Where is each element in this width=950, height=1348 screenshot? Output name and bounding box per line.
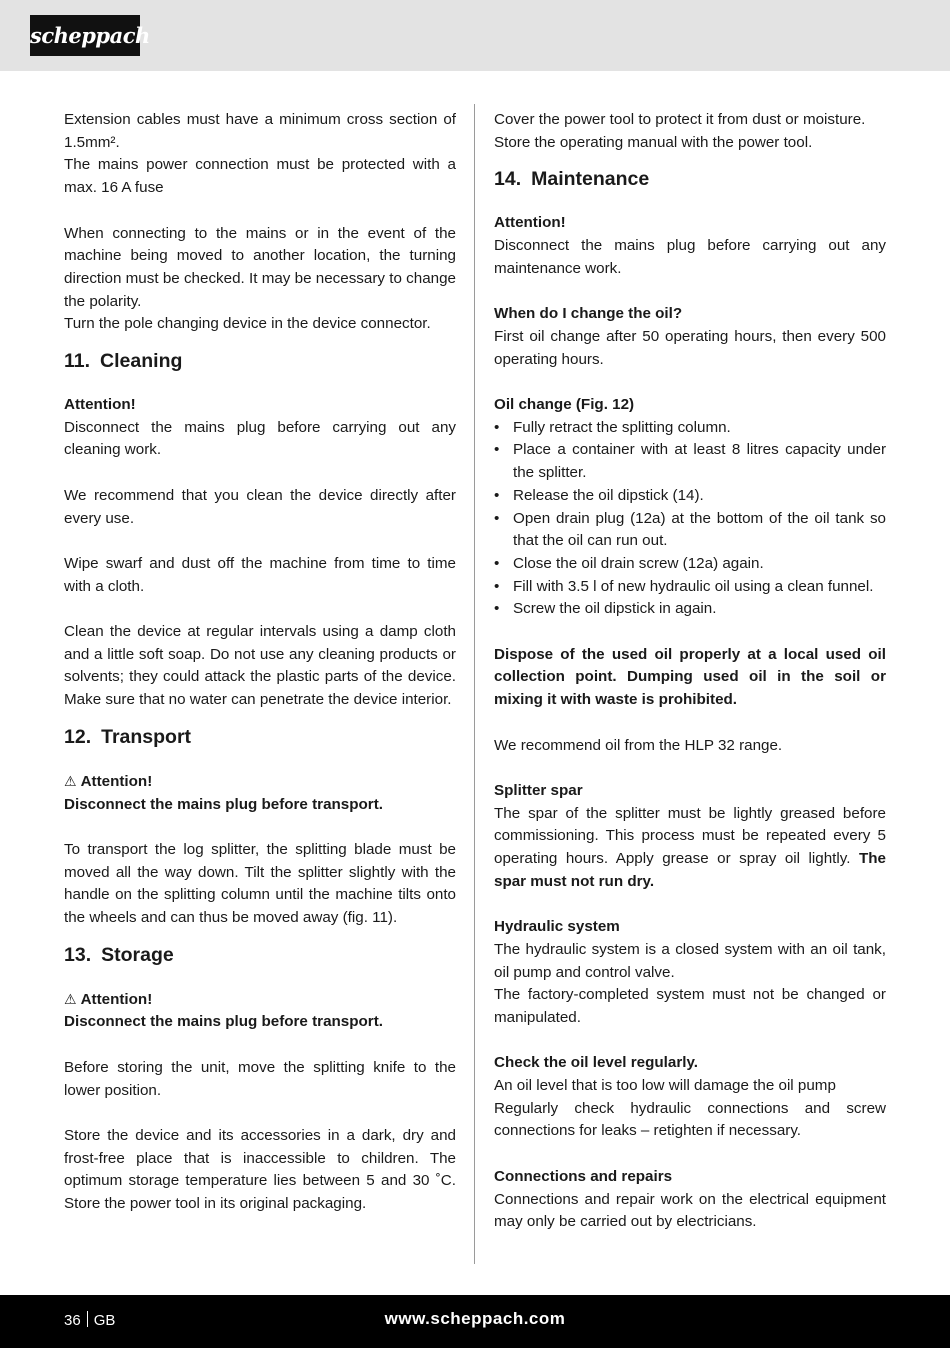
paragraph: An oil level that is too low will damage the oil pump [494, 1077, 836, 1095]
paragraph: We recommend that you clean the device directly after every use. [64, 486, 456, 527]
paragraph: The mains power connection must be protected with a max. 16 A fuse [64, 156, 456, 197]
list-item: • Screw the oil dipstick in again. [494, 600, 717, 618]
left-column [64, 109, 456, 1216]
subheading: Oil change (Fig. 12) [494, 396, 635, 413]
right-column [494, 109, 886, 1234]
column-divider [474, 104, 475, 1264]
paragraph: Turn the pole changing device in the device connector. [64, 315, 431, 333]
list-item: • Place a container with at least 8 litres capacity under the splitter. [494, 441, 886, 482]
paragraph: Regularly check hydraulic connections and screw connections for leaks – retighten if necessary. [494, 1099, 886, 1140]
website-link: www.scheppach.com [384, 1309, 566, 1328]
list-item: • Fully retract the splitting column. [494, 418, 731, 436]
paragraph: Store the device and its accessories in a dark, dry and frost-free place that is inaccessible to children. The optimum storage temperature lies between 5 and 30 ˚C. Store the power tool in its original packaging. [64, 1126, 456, 1213]
section-heading-transport: 12. Transport [64, 725, 192, 748]
list-item: • Release the oil dipstick (14). [494, 486, 704, 504]
paragraph: To transport the log splitter, the splitting blade must be moved all the way down. Tilt the splitter slightly with the handle on the splitting column until the machine tilts onto the wheels and can thus be moved away (fig. 11). [64, 840, 456, 927]
section-heading-cleaning: 11. Cleaning [64, 350, 183, 373]
attention-label: Attention! [494, 214, 566, 232]
subheading: When do I change the oil? [494, 305, 683, 323]
subheading: Splitter spar [494, 781, 583, 799]
attention-label: Attention! [64, 396, 136, 414]
attention-text: Disconnect the mains plug before carrying out any maintenance work. [494, 237, 886, 277]
footer-bar [0, 1295, 950, 1348]
paragraph: We recommend oil from the HLP 32 range. [494, 736, 783, 754]
header-bar [0, 0, 950, 71]
scheppach-logo: scheppach [30, 15, 140, 56]
paragraph: The factory-completed system must not be changed or manipulated. [494, 986, 886, 1026]
paragraph: Before storing the unit, move the splitting knife to the lower position. [64, 1058, 456, 1099]
subheading: Connections and repairs [494, 1167, 673, 1185]
paragraph: Clean the device at regular intervals using a damp cloth and a little soft soap. Do not use any cleaning products or solvents; they could attack the plastic parts of the device. Make sure that no water can penetrate the device interior. [64, 623, 456, 709]
attention-label: ⚠ Attention! [64, 988, 456, 1012]
oil-change-steps [494, 417, 886, 621]
warning-icon: ⚠ [64, 772, 77, 789]
paragraph: The hydraulic system is a closed system with an oil tank, oil pump and control valve. [494, 940, 886, 981]
section-heading-storage: 13. Storage [64, 943, 174, 966]
subheading: Hydraulic system [494, 918, 620, 936]
page-number: 36 GB [64, 1312, 116, 1329]
paragraph: Store the operating manual with the power tool. [494, 133, 813, 151]
paragraph: First oil change after 50 operating hours, then every 500 operating hours. [494, 327, 886, 368]
attention-text: Disconnect the mains plug before carrying out any cleaning work. [64, 418, 456, 459]
paragraph: When connecting to the mains or in the event of the machine being moved to another location, the turning direction must be checked. It may be necessary to change the polarity. [64, 224, 456, 310]
section-heading-maintenance: 14. Maintenance [494, 168, 650, 191]
attention-text: Disconnect the mains plug before transport. [64, 1013, 383, 1031]
attention-text: Disconnect the mains plug before transport. [64, 795, 383, 813]
dispose-notice: Dispose of the used oil properly at a local used oil collection point. Dumping used oil in the soil or mixing it with waste is prohibited. [494, 645, 886, 709]
paragraph: Extension cables must have a minimum cross section of 1.5mm². [64, 111, 456, 151]
warning-icon: ⚠ [64, 990, 77, 1007]
paragraph: Cover the power tool to protect it from dust or moisture. [494, 111, 866, 128]
attention-label: ⚠ Attention! [64, 770, 456, 794]
list-item: • Fill with 3.5 l of new hydraulic oil using a clean funnel. [494, 577, 874, 595]
list-item: • Close the oil drain screw (12a) again. [494, 554, 764, 572]
subheading: Check the oil level regularly. [494, 1054, 698, 1072]
paragraph: Connections and repair work on the electrical equipment may only be carried out by electricians. [494, 1190, 886, 1231]
paragraph: The spar of the splitter must be lightly greased before commissioning. This process must be repeated every 5 operating hours. Apply grease or spray oil lightly. The spar must not run dry. [494, 804, 886, 890]
paragraph: Wipe swarf and dust off the machine from time to time with a cloth. [64, 554, 456, 595]
list-item: • Open drain plug (12a) at the bottom of the oil tank so that the oil can run out. [494, 509, 886, 550]
